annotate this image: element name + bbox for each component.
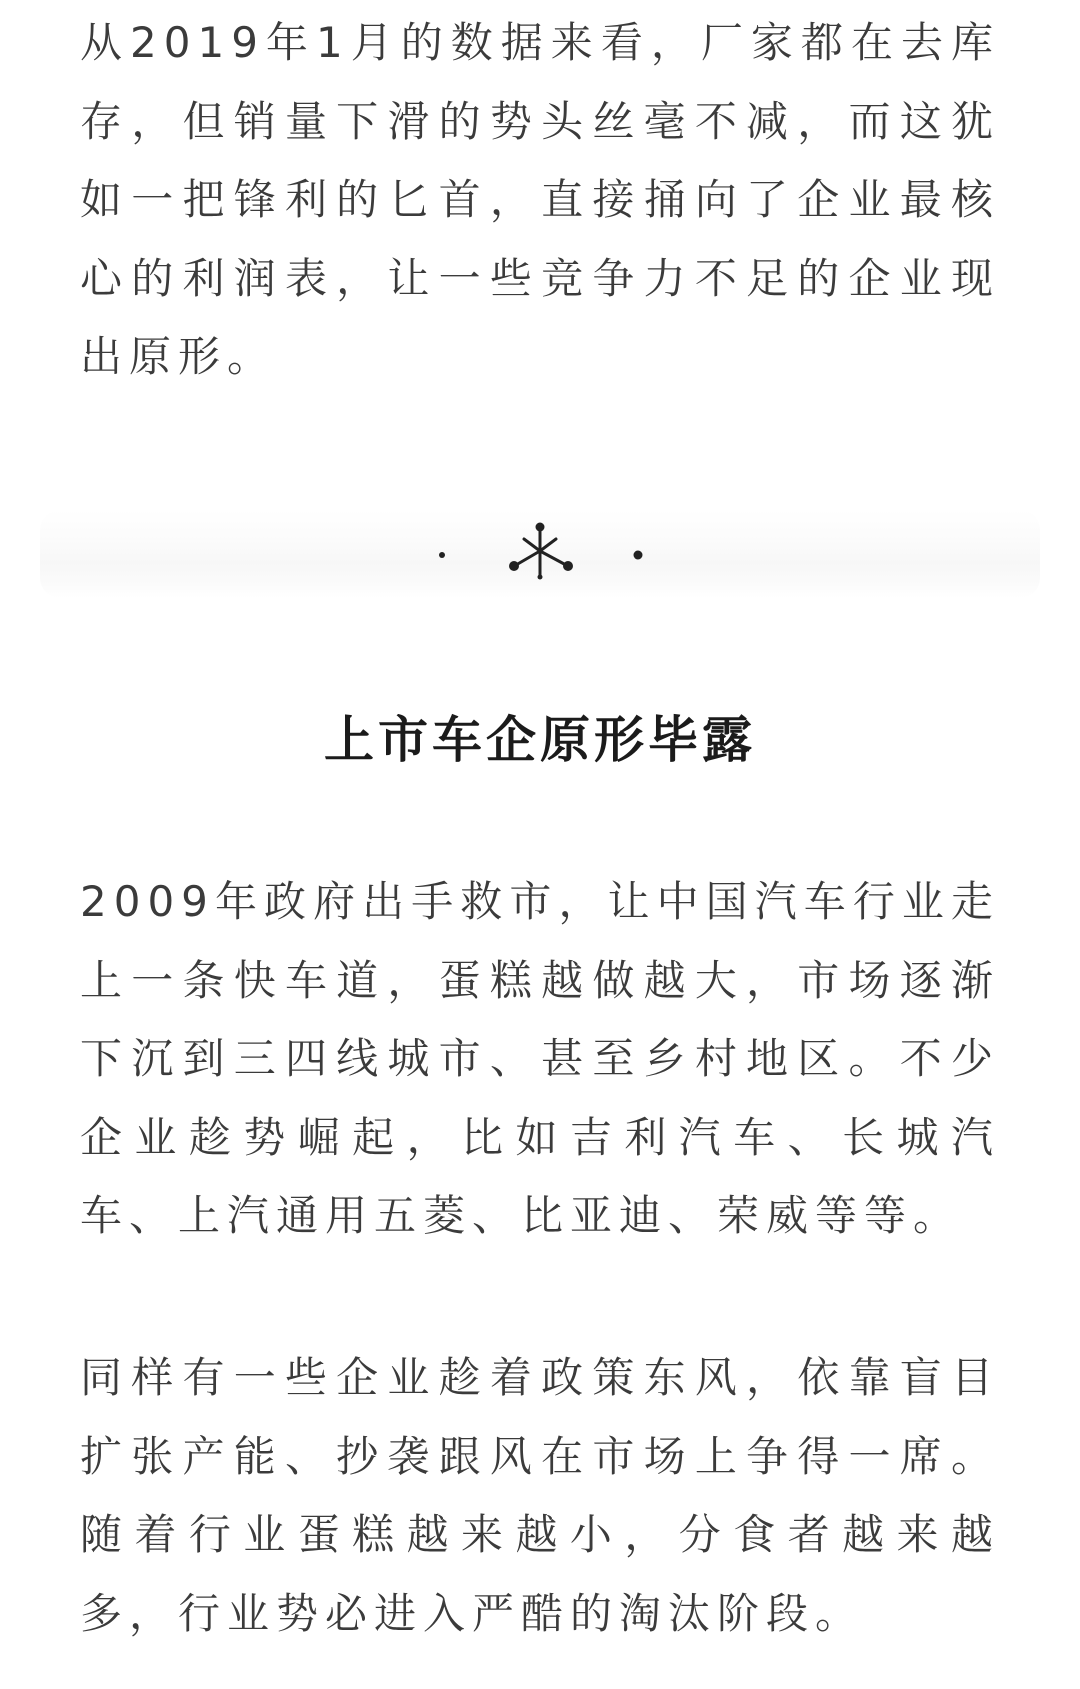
- asterisk-ornament-icon: [420, 515, 660, 595]
- paragraph-elimination: 同样有一些企业趁着政策东风，依靠盲目扩张产能、抄袭跟风在市场上争得一席。随着行业蛋糕越来越小，分食者越来越多，行业势必进入严酷的淘汰阶段。: [80, 1353, 1000, 1638]
- paragraph-history: 2009年政府出手救市，让中国汽车行业走上一条快车道，蛋糕越做越大，市场逐渐下沉到三四线城市、甚至乡村地区。不少企业趁势崛起，比如吉利汽车、长城汽车、上汽通用五菱、比亚迪、荣威等等。: [80, 877, 1000, 1240]
- section-heading: 上市车企原形毕露: [324, 711, 756, 769]
- paragraph-intro: 从2019年1月的数据来看，厂家都在去库存，但销量下滑的势头丝毫不减，而这犹如一把锋利的匕首，直接捅向了企业最核心的利润表，让一些竞争力不足的企业现出原形。: [80, 18, 1000, 381]
